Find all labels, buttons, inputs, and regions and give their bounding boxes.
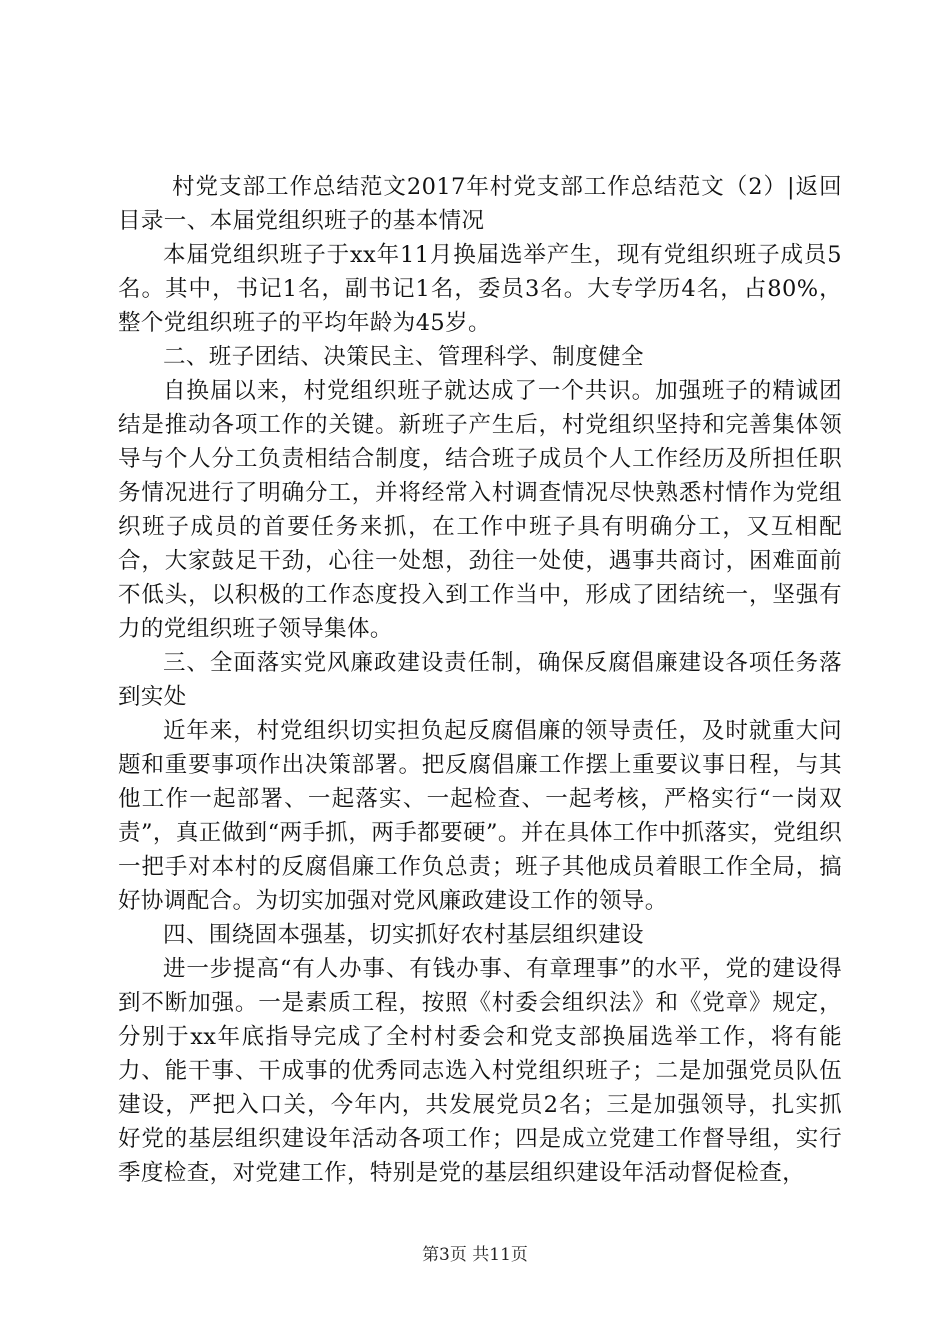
- section-heading-2: 二、班子团结、决策民主、管理科学、制度健全: [163, 344, 644, 370]
- document-body: [118, 170, 842, 1190]
- page-number-footer: 第3页 共11页: [422, 1245, 528, 1265]
- paragraph-grassroots: 进一步提高“有人办事、有钱办事、有章理事”的水平，党的建设得到不断加强。一是素质工程，按照《村委会组织法》和《党章》规定，分别于xx年底指导完成了全村村委会和党支部换届选举工作，将有能力、能干事、干成事的优秀同志选入村党组织班子；二是加强党员队伍建设，严把入口关，今年内，共发展党员2名；三是加强领导，扎实抓好党的基层组织建设年活动各项工作；四是成立党建工作督导组，实行季度检查，对党建工作，特别是党的基层组织建设年活动督促检查，: [118, 956, 842, 1186]
- document-title: 村党支部工作总结范文2017年村党支部工作总结范文（2）|返回目录一、本届党组织班子的基本情况: [118, 174, 842, 234]
- paragraph-anti-corruption: 近年来，村党组织切实担负起反腐倡廉的领导责任，及时就重大问题和重要事项作出决策部署。把反腐倡廉工作摆上重要议事日程，与其他工作一起部署、一起落实、一起检查、一起考核，严格实行“一岗双责”，真正做到“两手抓，两手都要硬”。并在具体工作中抓落实，党组织一把手对本村的反腐倡廉工作负总责；班子其他成员着眼工作全局，搞好协调配合。为切实加强对党风廉政建设工作的领导。: [118, 718, 842, 914]
- paragraph-unity: 自换届以来，村党组织班子就达成了一个共识。加强班子的精诚团结是推动各项工作的关键。新班子产生后，村党组织坚持和完善集体领导与个人分工负责相结合制度，结合班子成员个人工作经历及所担任职务情况进行了明确分工，并将经常入村调查情况尽快熟悉村情作为党组织班子成员的首要任务来抓，在工作中班子具有明确分工，又互相配合，大家鼓足干劲，心往一处想，劲往一处使，遇事共商讨，困难面前不低头，以积极的工作态度投入到工作当中，形成了团结统一，坚强有力的党组织班子领导集体。: [118, 378, 842, 642]
- paragraph-basic-info: 本届党组织班子于xx年11月换届选举产生，现有党组织班子成员5名。其中，书记1名，副书记1名，委员3名。大专学历4名，占80%，整个党组织班子的平均年龄为45岁。: [118, 242, 842, 336]
- section-heading-3: 三、全面落实党风廉政建设责任制，确保反腐倡廉建设各项任务落到实处: [118, 650, 842, 710]
- section-heading-4: 四、围绕固本强基，切实抓好农村基层组织建设: [163, 922, 644, 948]
